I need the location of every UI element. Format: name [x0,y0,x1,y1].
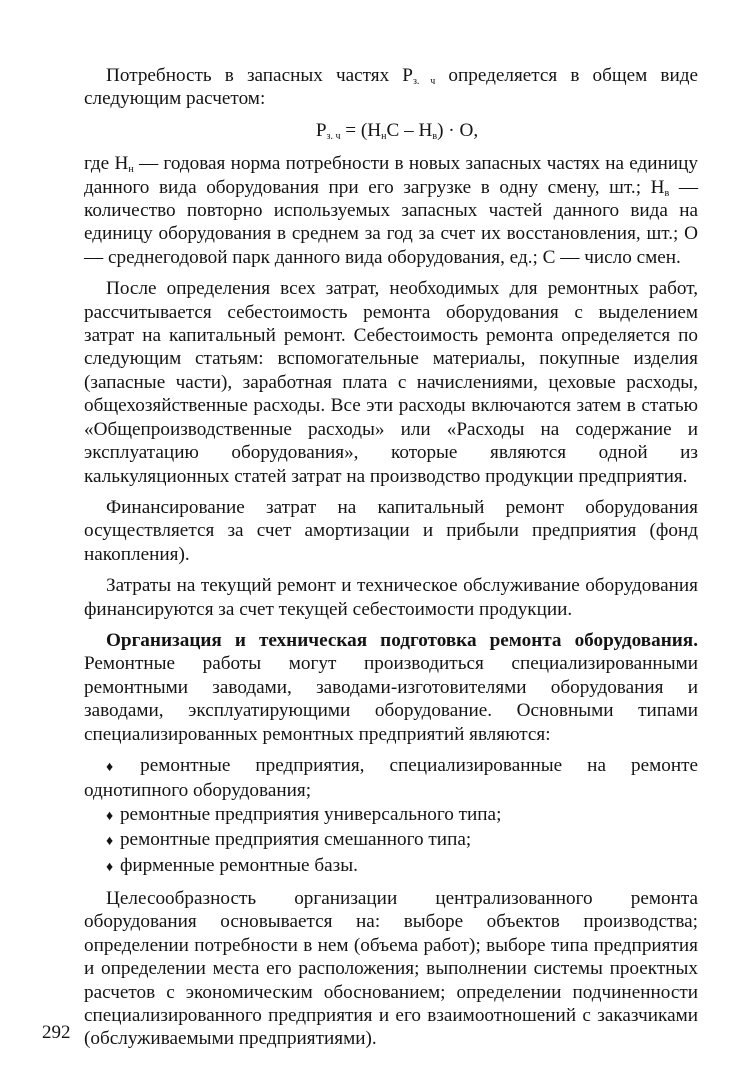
definitions-sub-a: н [128,164,134,176]
current-repair-paragraph: Затраты на текущий ремонт и техническое обслуживание оборудования финансируются за счет текущей себестоимости продукции. [84,575,698,620]
formula-n-sub: н [381,130,387,142]
diamond-bullet-icon: ♦ [106,808,114,824]
list-item-text: фирменные ремонтные базы. [119,854,358,876]
page-number: 292 [42,1022,71,1043]
definitions-paragraph [84,152,698,269]
finance-paragraph: Финансирование затрат на капитальный ремонт оборудования осуществляется за счет амортизации и прибыли предприятия (фонд накопления). [84,496,698,565]
list-item [84,854,698,879]
list-item-text: ремонтные предприятия смешанного типа; [119,829,472,851]
page-body [84,64,698,1051]
intro-subscript: з. ч [412,76,436,87]
diamond-bullet-icon: ♦ [106,859,114,875]
formula-p: Р [315,119,327,141]
spare-parts-formula [84,119,698,142]
intro-text-1: Потребность в запасных частях Р [106,65,413,86]
formula-p-sub: з. ч [326,130,341,142]
list-item [84,828,698,853]
centralized-repair-paragraph: Целесообразность организации централизованного ремонта оборудования основывается на: выборе объектов производства; определении потребности в нем (объема работ); выборе типа предприятия и определении места его расположения; выполнении системы проектных расчетов с экономическим обоснованием; определении подчиненности специализированного предприятия и его взаимоотношений с заказчиками (обслуживаемыми предприятиями). [84,888,698,1050]
formula-part-2: С – Н [386,119,433,141]
list-item-text: ремонтные предприятия, специализированные на ремонте однотипного оборудования; [84,754,698,802]
repair-enterprise-list [84,754,698,879]
formula-v-sub: в [432,130,438,142]
list-item-text: ремонтные предприятия универсального типа; [119,803,502,825]
section-text: Ремонтные работы могут производиться специализированными ремонтными заводами, заводами-изготовителями оборудования и заводами, эксплуатирующими оборудование. Основными типами специализированных ремонтных предприятий являются: [84,653,698,745]
definitions-text-c: — количество повторно используемых запасных частей данного вида на единицу оборудования в среднем за год за счет их восстановления, шт.; О — среднегодовой парк данного вида оборудования, ед.; С — число смен. [84,176,699,268]
definitions-sub-b: в [664,187,670,199]
list-item [84,754,698,803]
section-heading: Организация и техническая подготовка ремонта оборудования. [106,629,698,651]
intro-text-2: определяется в общем виде следующим расчетом: [84,65,699,110]
diamond-bullet-icon: ♦ [106,834,114,850]
section-paragraph [84,629,698,746]
definitions-text-b: — годовая норма потребности в новых запасных частях на единицу данного вида оборудования при его загрузке в одну смену, шт.; Н [84,153,698,198]
list-item [84,803,698,828]
intro-paragraph [84,64,698,111]
cost-paragraph: После определения всех затрат, необходимых для ремонтных работ, рассчитывается себестоимость ремонта оборудования с выделением затрат на капитальный ремонт. Себестоимость ремонта определяется по следующим статьям: вспомогательные материалы, покупные изделия (запасные части), заработная плата с начислениями, цеховые расходы, общехозяйственные расходы. Все эти расходы включаются затем в статью «Общепроизводственные расходы» или «Расходы на содержание и эксплуатацию оборудования», которые являются одной из калькуляционных статей затрат на производство продукции предприятия. [84,278,698,487]
diamond-bullet-icon: ♦ [106,759,114,775]
formula-part-1: = (Н [340,119,382,141]
definitions-text-a: где Н [84,153,129,175]
formula-part-3: ) · О, [437,119,479,141]
